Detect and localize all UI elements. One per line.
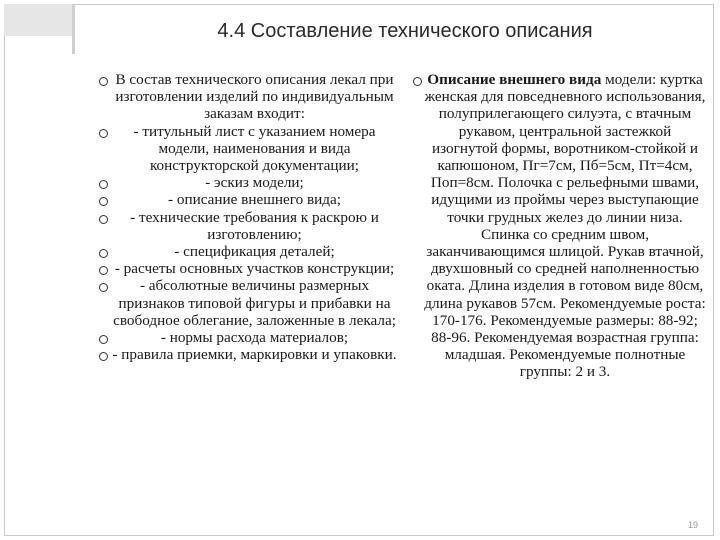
list-item [112,191,397,208]
list-item-text: - эскиз модели; [205,174,304,192]
list-item-text: - технические требования к раскрою и изготовлению; [130,208,379,243]
description-body: модели: куртка женская для повседневного использования, полуприлегающего силуэта, с втачным рукавом, центральной застежкой изогнутой формы, воротником-стойкой и капюшоном, Пг=7см, Пб=5см, Пт=4см, Поп=8см. Полочка с рельефными швами, идущими из проймы через выступающие точки грудных желез до линии низа. Спинка со средним швом, заканчивающимся шлицой. Рукав втачной, двухшовный со средней наполненностью оката. Длина изделия в готовом виде 80см, длина рукавов 57см. Рекомендуемые роста: 170-176. Рекомендуемые размеры: 88-92; 88-96. Рекомендуемая возрастная группа: младшая. Рекомендуемые полнотные группы: 2 и 3. [424,71,706,381]
list-item [112,346,397,363]
list-item-text: - абсолютные величины размерных признаков типовой фигуры и прибавки на свободное облегание, заложенные в лекала; [113,277,396,329]
list-item [112,329,397,346]
description-heading: Описание внешнего вида [427,71,602,88]
list-item [112,123,397,175]
list-item [112,209,397,243]
list-item [424,71,706,381]
list-item [112,243,397,260]
bullet-icon [99,129,108,138]
bullet-icon [99,335,108,344]
list-item [112,277,397,329]
list-item [112,260,397,277]
list-item-text: - правила приемки, маркировки и упаковки. [112,346,397,364]
page-number: 19 [687,520,698,530]
list-item [112,71,397,123]
list-item [112,174,397,191]
bullet-icon [99,249,108,258]
list-item-text: - нормы расхода материалов; [160,329,349,347]
bullet-icon [413,77,422,86]
list-item-text: - расчеты основных участков конструкции; [114,260,395,278]
appearance-description [424,71,706,381]
list-item-text: - спецификация деталей; [174,243,335,261]
list-item-text: - титульный лист с указанием номера модели, наименования и вида конструкторской документации; [133,122,376,175]
bullet-icon [99,77,108,86]
requirements-list [112,71,397,363]
bullet-icon [99,215,108,224]
list-item-text: - описание внешнего вида; [168,191,341,209]
slide-title: 4.4 Составление технического описания [217,20,593,42]
list-item-text: В состав технического описания лекал при изготовлении изделий по индивидуальным заказам входит: [115,71,394,123]
